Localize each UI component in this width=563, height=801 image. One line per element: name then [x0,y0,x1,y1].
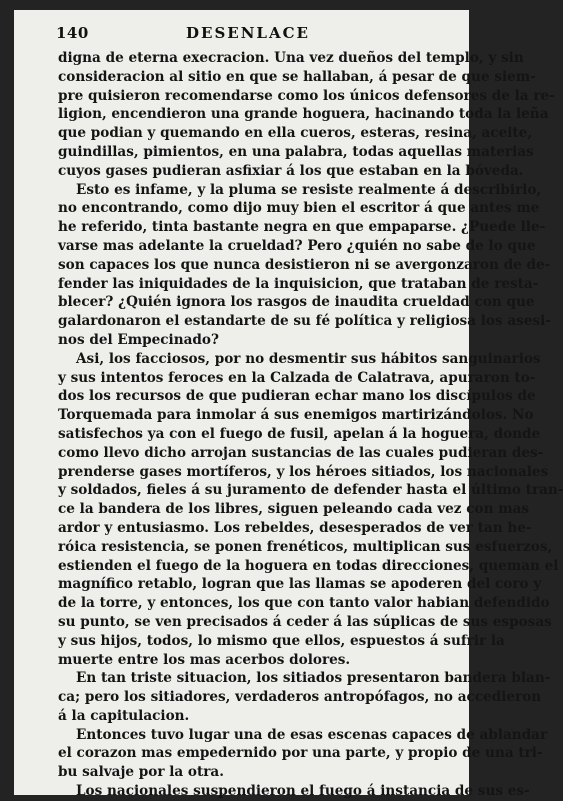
text-line: ce la bandera de los libres, siguen peleando cada vez con mas [58,501,530,518]
text-line: varse mas adelante la crueldad? Pero ¿quién no sabe de lo que [58,237,536,254]
page-number: 140 [56,24,89,42]
text-line: Torquemada para inmolar á sus enemigos martirizándolos. No [58,407,534,424]
text-line: dos los recursos de que pudieran echar mano los discípulos de [58,388,536,405]
text-line: En tan triste situacion, los sitiados presentaron bandera blan- [76,670,551,687]
text-line: pre quisieron recomendarse como los únicos defensores de la re- [58,87,555,104]
text-line: á la capitulacion. [58,707,190,724]
text-line: ca; pero los sitiadores, verdaderos antropófagos, no accedieron [58,689,542,706]
text-line: fender las iniquidades de la inquisicion, que trataban de resta- [58,275,539,292]
text-line: galardonaron el estandarte de su fé política y religiosa los asesi- [58,313,551,330]
book-page [14,10,563,800]
text-line: el corazon mas empedernido por una parte, y propio de una tri- [58,745,543,762]
running-head: DESENLACE [186,24,310,42]
page-header [56,24,446,44]
text-line: y sus hijos, todos, lo mismo que ellos, espuestos á sufrir la [58,632,505,649]
text-line: como llevo dicho arrojan sustancias de las cuales pudieran des- [58,444,544,461]
text-line: consideracion al sitio en que se hallaban, á pesar de que siem- [58,68,536,85]
text-line: son capaces los que nunca desistieron ni se avergonzaron de de- [58,256,551,273]
text-line: ardor y entusiasmo. Los rebeldes, desesperados de ver tan he- [58,519,532,536]
text-line: muerte entre los mas acerbos dolores. [58,651,351,668]
text-line: y sus intentos feroces en la Calzada de Calatrava, apuraron to- [58,369,536,386]
text-line: ligion, encendieron una grande hoguera, hacinando toda la leña [58,106,549,123]
text-line: róica resistencia, se ponen frenéticos, multiplican sus esfuerzos, [58,538,553,555]
text-line: magnífico retablo, logran que las llamas se apoderen del coro y [58,576,542,593]
text-line: cuyos gases pudieran asfixiar á los que estaban en la bóveda. [58,162,524,179]
text-line: Los nacionales suspendieron el fuego á instancia de sus es- [76,783,530,800]
text-line: Asi, los facciosos, por no desmentir sus hábitos sanguinarios [76,350,541,367]
text-line: prenderse gases mortíferos, y los héroes sitiados, los nacionales [58,463,549,480]
text-line: he referido, tinta bastante negra en que empaparse. ¿Puede lle- [58,219,546,236]
text-line: su punto, se ven precisados á ceder á las súplicas de sus esposas [58,613,552,630]
body-text [58,49,563,801]
text-line: Entonces tuvo lugar una de esas escenas capaces de ablandar [76,726,548,743]
text-line: Esto es infame, y la pluma se resiste realmente á describirlo, [76,181,542,198]
text-line: nos del Empecinado? [58,331,219,348]
text-line: no encontrando, como dijo muy bien el escritor á que antes me [58,200,540,217]
text-line: digna de eterna execracion. Una vez dueños del templo, y sin [58,50,524,66]
text-line: que podian y quemando en ella cueros, esteras, resina, aceite, [58,125,533,142]
text-line: de la torre, y entonces, los que con tanto valor habian defendido [58,595,550,612]
text-line: estienden el fuego de la hoguera en todas direcciones, queman el [58,557,559,574]
text-line: guindillas, pimientos, en una palabra, todas aquellas materias [58,143,534,160]
text-line: y soldados, fieles á su juramento de defender hasta el último tran- [58,482,563,499]
text-line: blecer? ¿Quién ignora los rasgos de inaudita crueldad con que [58,294,535,311]
text-line: bu salvaje por la otra. [58,764,224,781]
text-line: satisfechos ya con el fuego de fusil, apelan á la hoguera, donde [58,425,541,442]
